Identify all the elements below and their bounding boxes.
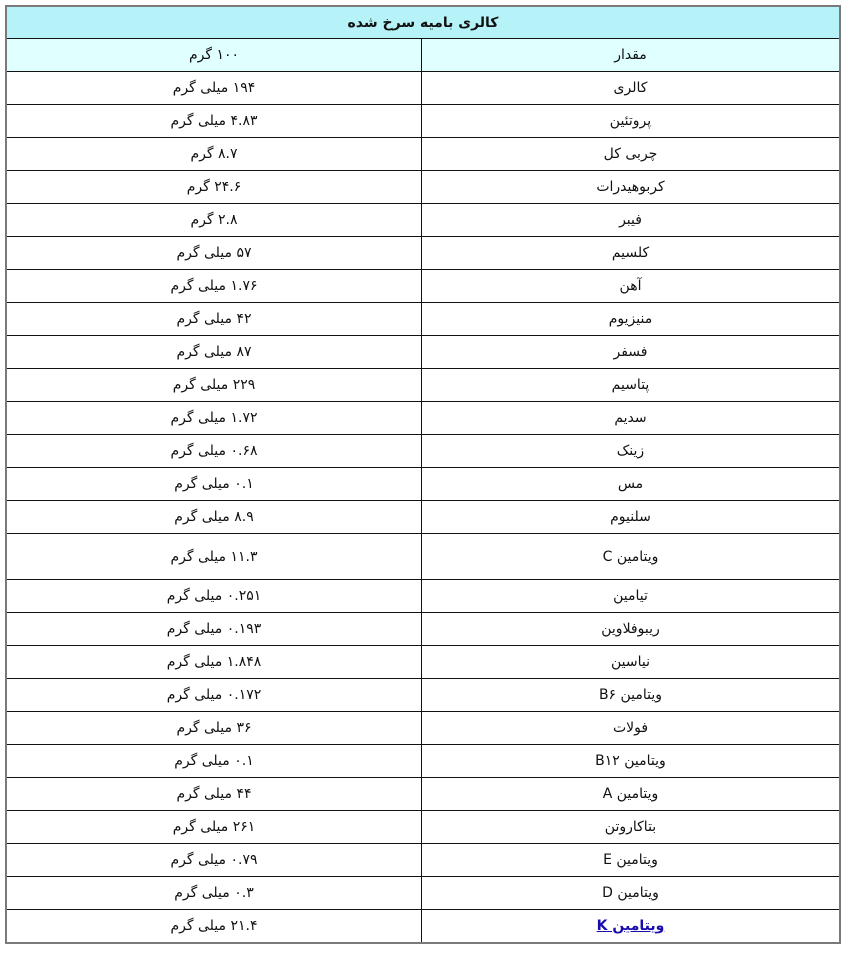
nutrient-value: ۲۲۹ میلی گرم	[6, 369, 422, 402]
table-row	[6, 435, 840, 468]
nutrient-name: تیامین	[422, 580, 841, 613]
nutrient-value: ۱۱.۳ میلی گرم	[6, 534, 422, 580]
nutrient-name: کربوهیدرات	[422, 171, 841, 204]
nutrient-value: ۰.۱۷۲ میلی گرم	[6, 679, 422, 712]
nutrient-name: ویتامین A	[422, 778, 841, 811]
nutrient-value: ۴۲ میلی گرم	[6, 303, 422, 336]
table-row	[6, 910, 840, 944]
nutrient-value: ۸.۹ میلی گرم	[6, 501, 422, 534]
table-row	[6, 844, 840, 877]
table-row	[6, 171, 840, 204]
table-row	[6, 679, 840, 712]
header-value: ۱۰۰ گرم	[6, 39, 422, 72]
table-row	[6, 270, 840, 303]
nutrient-name: فیبر	[422, 204, 841, 237]
table-header-row	[6, 39, 840, 72]
nutrition-table	[5, 5, 841, 944]
nutrient-name: ویتامین B۱۲	[422, 745, 841, 778]
table-row	[6, 468, 840, 501]
nutrient-name: فولات	[422, 712, 841, 745]
header-name: مقدار	[422, 39, 841, 72]
nutrient-name: مس	[422, 468, 841, 501]
nutrient-value: ۰.۱ میلی گرم	[6, 468, 422, 501]
nutrient-name: ویتامین E	[422, 844, 841, 877]
nutrient-name: کالری	[422, 72, 841, 105]
nutrient-value: ۲۱.۴ میلی گرم	[6, 910, 422, 944]
table-row	[6, 336, 840, 369]
table-row	[6, 811, 840, 844]
nutrient-name: پتاسیم	[422, 369, 841, 402]
table-row	[6, 72, 840, 105]
table-row	[6, 712, 840, 745]
table-row	[6, 745, 840, 778]
table-row	[6, 369, 840, 402]
table-title: کالری بامیه سرخ شده	[6, 6, 840, 39]
nutrient-name: کلسیم	[422, 237, 841, 270]
table-row	[6, 534, 840, 580]
nutrient-link[interactable]: ویتامین K	[596, 918, 665, 934]
table-row	[6, 204, 840, 237]
table-row	[6, 105, 840, 138]
table-row	[6, 580, 840, 613]
nutrient-value: ۱.۷۲ میلی گرم	[6, 402, 422, 435]
nutrient-value: ۰.۱ میلی گرم	[6, 745, 422, 778]
nutrient-value: ۰.۶۸ میلی گرم	[6, 435, 422, 468]
nutrient-value: ۱.۸۴۸ میلی گرم	[6, 646, 422, 679]
nutrient-value: ۰.۷۹ میلی گرم	[6, 844, 422, 877]
table-row	[6, 778, 840, 811]
nutrient-value: ۱.۷۶ میلی گرم	[6, 270, 422, 303]
nutrient-value: ۲.۸ گرم	[6, 204, 422, 237]
nutrient-value: ۰.۲۵۱ میلی گرم	[6, 580, 422, 613]
nutrient-value: ۴۴ میلی گرم	[6, 778, 422, 811]
nutrient-name: سلنیوم	[422, 501, 841, 534]
nutrient-value: ۲۶۱ میلی گرم	[6, 811, 422, 844]
nutrient-name[interactable]	[422, 910, 841, 944]
table-title-row	[6, 6, 840, 39]
nutrient-name: ویتامین C	[422, 534, 841, 580]
table-row	[6, 501, 840, 534]
table-row	[6, 237, 840, 270]
nutrient-name: آهن	[422, 270, 841, 303]
table-row	[6, 877, 840, 910]
nutrient-value: ۲۴.۶ گرم	[6, 171, 422, 204]
nutrient-value: ۵۷ میلی گرم	[6, 237, 422, 270]
nutrient-value: ۰.۱۹۳ میلی گرم	[6, 613, 422, 646]
nutrient-name: بتاکاروتن	[422, 811, 841, 844]
nutrient-value: ۴.۸۳ میلی گرم	[6, 105, 422, 138]
nutrient-name: منیزیوم	[422, 303, 841, 336]
nutrient-name: چربی کل	[422, 138, 841, 171]
table-row	[6, 402, 840, 435]
nutrient-name: سدیم	[422, 402, 841, 435]
nutrient-name: ویتامین D	[422, 877, 841, 910]
table-row	[6, 138, 840, 171]
nutrition-table-container	[5, 5, 841, 944]
nutrient-value: ۸۷ میلی گرم	[6, 336, 422, 369]
nutrient-name: نیاسین	[422, 646, 841, 679]
nutrient-name: ریبوفلاوین	[422, 613, 841, 646]
nutrient-name: ویتامین B۶	[422, 679, 841, 712]
nutrient-name: فسفر	[422, 336, 841, 369]
table-row	[6, 646, 840, 679]
table-row	[6, 303, 840, 336]
nutrient-value: ۸.۷ گرم	[6, 138, 422, 171]
nutrient-value: ۳۶ میلی گرم	[6, 712, 422, 745]
nutrient-value: ۰.۳ میلی گرم	[6, 877, 422, 910]
table-row	[6, 613, 840, 646]
nutrient-value: ۱۹۴ میلی گرم	[6, 72, 422, 105]
nutrient-name: پروتئین	[422, 105, 841, 138]
nutrient-name: زینک	[422, 435, 841, 468]
